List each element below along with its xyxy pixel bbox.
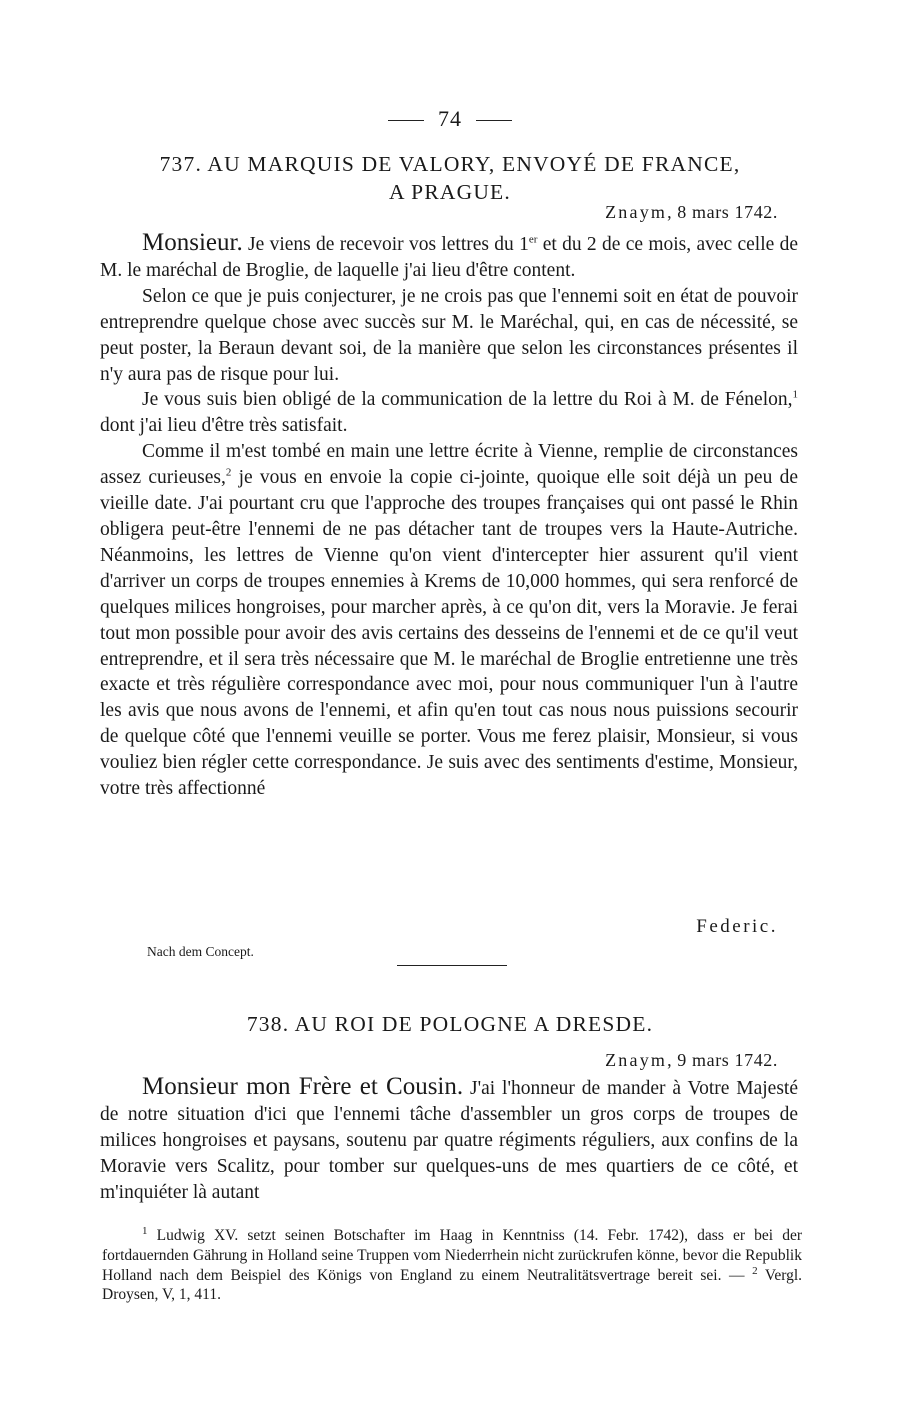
letter-737-date-rest: , 8 mars 1742.	[667, 202, 778, 222]
letter-738-p1-text: J'ai l'honneur de mander à Votre Majesté de notre situation d'ici que l'ennemi tâche d'assembler un gros corps de troupes de milices hongroises et paysans, soutenu par quatre régiments réguliers, aux confins de la Moravie vers Scalitz, pour tomber sur quelques-uns de mes quartiers de ce côté, et m'inquiéter là autant	[100, 1078, 799, 1203]
letter-738-date-place: Znaym	[605, 1050, 668, 1070]
letter-737-p3-text: Je vous suis bien obligé de la communication de la lettre du Roi à M. de Fénelon,	[142, 389, 793, 411]
section-divider	[397, 965, 507, 966]
letter-738-dateline	[605, 1050, 778, 1071]
letter-737-p3-tail: dont j'ai lieu d'être très satisfait.	[100, 415, 348, 437]
footnote-ref-1[interactable]: 1	[792, 388, 798, 401]
letter-737-body	[100, 230, 798, 802]
footnote-1-mark: 1	[142, 1224, 148, 1237]
dash-left	[388, 120, 424, 121]
letter-737-paragraph-2: Selon ce que je puis conjecturer, je ne crois pas que l'ennemi soit en état de pouvoir entreprendre quelque chose avec succès sur M. le Maréchal, qui, en cas de nécessité, se peut poster, la Beraun devant soi, de la manière que selon les circonstances présentes il n'y aura pas de risque pour lui.	[100, 285, 798, 385]
letter-737-p4-tail: je vous en envoie la copie ci-jointe, quoique elle soit déjà un peu de vieille date. J'ai pourtant cru que l'approche des troupes françaises qui ont passé le Rhin obligera peut-être l'ennemi de ne pas détacher tant de troupes vers la Haute-Autriche. Néanmoins, les lettres de Vienne qu'on vient d'intercepter hier assurent qu'il vient d'arriver un corps de troupes ennemies à Krems de 10,000 hommes, qui sera renforcé de quelques milices hongroises, pour marcher après, à ce qu'on dit, vers la Moravie. Je ferai tout mon possible pour avoir des avis certains des desseins de l'ennemi et de ce qu'il veut entreprendre, et il sera très nécessaire que M. le maréchal de Broglie entretienne une très exacte et très régulière correspondance avec moi, pour nous communiquer l'un à l'autre les avis que nous avons de l'ennemi, et afin qu'en tout cas nous nous puissions secourir de quelque côté que l'ennemi veuille se porter. Vous me ferez plaisir, Monsieur, si vous vouliez bien régler cette correspondance. Je suis avec des sentiments d'estime, Monsieur, votre très affectionné	[100, 467, 798, 800]
footnote-2-text: Vergl. Droysen, V, 1, 411.	[102, 1266, 803, 1304]
page-number-text: 74	[438, 106, 462, 131]
footnotes	[102, 1226, 802, 1305]
footnote-1-text: Ludwig XV. setzt seinen Botschafter im Haag in Kenntniss (14. Febr. 1742), dass er bei der fortdauernden Gährung in Holland seine Truppen vom Niederrhein nicht zurückrufen könne, bevor die Republik Holland nach dem Beispiel des Königs von England zu einem Neutralitätsvertrage bereit sei. —	[102, 1227, 802, 1284]
letter-738-heading: 738. AU ROI DE POLOGNE A DRESDE.	[246, 1012, 654, 1036]
letter-737-date-place: Znaym	[605, 202, 668, 222]
footnote-ref-2[interactable]: 2	[225, 466, 232, 479]
letter-737-heading	[100, 150, 800, 206]
page-number	[0, 106, 900, 132]
letter-738-body	[100, 1074, 798, 1206]
letter-738-date-rest: , 9 mars 1742.	[667, 1050, 778, 1070]
superscript: er	[528, 233, 538, 246]
letter-737-heading-line1: 737. AU MARQUIS DE VALORY, ENVOYÉ DE FRANCE,	[159, 152, 741, 176]
letter-737-paragraph-4	[100, 439, 798, 802]
letter-737-p4-text: Comme il m'est tombé en main une lettre écrite à Vienne, remplie de circonstances assez curieuses,	[100, 441, 798, 489]
letter-737-heading-line2: A PRAGUE.	[389, 180, 511, 204]
letter-737-signature: Federic.	[696, 916, 778, 937]
dash-right	[476, 120, 512, 121]
footnote-2-mark: 2	[752, 1264, 758, 1277]
letter-737-salutation: Monsieur.	[142, 229, 243, 256]
letter-737-paragraph-3	[100, 387, 798, 439]
letter-737-p1-text: Je viens de recevoir vos lettres du 1	[242, 234, 529, 255]
letter-737-paragraph-1	[100, 230, 798, 284]
letter-737-source-note: Nach dem Concept.	[147, 944, 254, 959]
letter-737-dateline	[605, 202, 778, 223]
letter-737-p1-tail: et du 2 de ce mois, avec celle de M. le maréchal de Broglie, de laquelle j'ai lieu d'être content.	[100, 234, 798, 281]
letter-738-salutation: Monsieur mon Frère et Cousin.	[142, 1073, 464, 1100]
letter-738-paragraph-1	[100, 1074, 798, 1206]
footnote-1	[102, 1226, 802, 1305]
